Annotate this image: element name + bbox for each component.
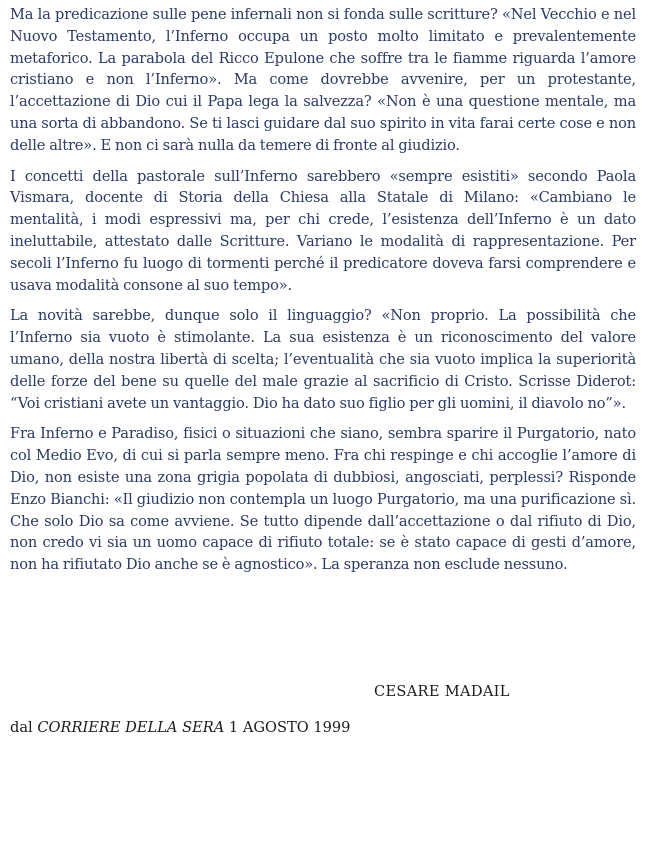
article-paragraph-1: Ma la predicazione sulle pene infernali non si fonda sulle scritture? «Nel Vecchio e nel Nuovo Testamento, l’Inferno occupa un posto molto limitato e prevalentemente metaforico. La parabola del Ricco Epulone che soffre tra le fiamme riguarda l’amore cristiano e non l’Inferno». Ma come dovrebbe avvenire, per un protestante, l’accettazione di Dio cui il Papa lega la salvezza? «Non è una questione mentale, ma una sorta di abbandono. Se ti lasci guidare dal suo spirito in vita farai certe cose e non delle altre». E non ci sarà nulla da temere di fronte al giudizio. xyxy=(10,6,636,154)
article-body xyxy=(10,4,636,585)
source-publication: CORRIERE DELLA SERA xyxy=(37,719,225,736)
source-date: 1 AGOSTO 1999 xyxy=(224,719,351,736)
author-signature: CESARE MADAIL xyxy=(374,683,510,700)
source-prefix: dal xyxy=(10,719,38,736)
article-paragraph-4: Fra Inferno e Paradiso, fisici o situazioni che siano, sembra sparire il Purgatorio, nato col Medio Evo, di cui si parla sempre meno. Fra chi respinge e chi accoglie l’amore di Dio, non esiste una zona grigia popolata di dubbiosi, angosciati, perplessi? Risponde Enzo Bianchi: «Il giudizio non contempla un luogo Purgatorio, ma una purificazione sì. Che solo Dio sa come avviene. Se tutto dipende dall’accettazione o dal rifiuto di Dio, non credo vi sia un uomo capace di rifiuto totale: se è stato capace di gesti d’amore, non ha rifiutato Dio anche se è agnostico». La speranza non esclude nessuno. xyxy=(10,425,636,574)
article-paragraph-3: La novità sarebbe, dunque solo il linguaggio? «Non proprio. La possibilità che l’Inferno sia vuoto è stimolante. La sua esistenza è un riconoscimento del valore umano, della nostra libertà di scelta; l’eventualità che sia vuoto implica la superiorità delle forze del bene su quelle del male grazie al sacrificio di Cristo. Scrisse Diderot: “Voi cristiani avete un vantaggio. Dio ha dato suo figlio per gli uomini, il diavolo no”». xyxy=(10,307,636,412)
source-credit xyxy=(10,719,350,736)
article-paragraph-2: I concetti della pastorale sull’Inferno sarebbero «sempre esistiti» secondo Paola Vismara, docente di Storia della Chiesa alla Statale di Milano: «Cambiano le mentalità, i modi espressivi ma, per chi crede, l’esistenza dell’Inferno è un dato ineluttabile, attestato dalle Scritture. Variano le modalità di rappresentazione. Per secoli l’Inferno fu luogo di tormenti perché il predicatore doveva farsi comprendere e usava modalità consone al suo tempo». xyxy=(10,167,636,294)
